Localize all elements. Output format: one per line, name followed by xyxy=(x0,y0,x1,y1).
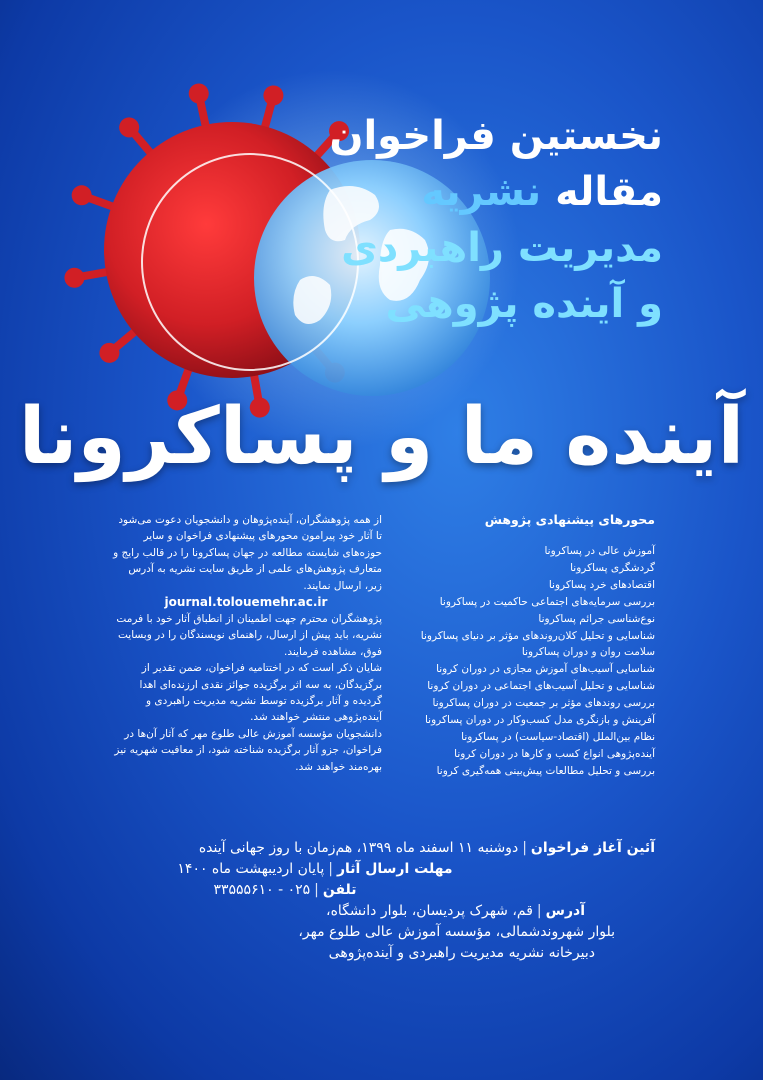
address-line-3: دبیرخانه نشریه مدیریت راهبردی و آینده‌پژوهی xyxy=(328,945,595,961)
title-line-3: مدیریت راهبردی xyxy=(341,225,663,271)
topic-item: نوع‌شناسی جرائم پساکرونا xyxy=(538,612,655,625)
title-line-1: نخستین فراخوان xyxy=(329,113,663,159)
topic-item: بررسی و تحلیل مطالعات پیش‌بینی همه‌گیری کرونا xyxy=(436,764,655,777)
title-line-4: و آینده پژوهی xyxy=(385,281,663,327)
call-paragraph-3: شایان ذکر است که در اختتامیه فراخوان، ضمن تقدیر از برگزیدگان، به سه اثر برگزیده جوائز نقدی ارزنده‌ای اهدا گردیده و آثار برگزیده توسط نشریه مدیریت راهبردی و آینده‌پژوهی منتشر خواهند شد. xyxy=(139,662,382,724)
address-label: آدرس xyxy=(545,903,585,919)
topic-item: شناسایی آسیب‌های آموزش مجازی در دوران کرونا xyxy=(436,663,655,676)
title-line-2 xyxy=(303,164,663,220)
deadline-value: پایان اردیبهشت ماه ۱۴۰۰ xyxy=(177,861,325,877)
journal-url-link[interactable]: journal.tolouemehr.ac.ir xyxy=(164,595,328,610)
topic-item: سلامت روان و دوران پساکرونا xyxy=(521,646,655,659)
deadline-label: مهلت ارسال آثار xyxy=(336,861,453,877)
topic-item: بررسی سرمایه‌های اجتماعی حاکمیت در پساکرونا xyxy=(439,595,655,608)
call-column xyxy=(110,512,382,775)
content-columns xyxy=(110,512,655,802)
topic-item: شناسایی و تحلیل آسیب‌های اجتماعی در دوران کرونا xyxy=(427,680,655,693)
deadline-row: مهلت ارسال آثار|پایان اردیبهشت ماه ۱۴۰۰ xyxy=(177,861,453,877)
address-line-2-row xyxy=(95,922,655,943)
call-paragraph-1: از همه پژوهشگران، آینده‌پژوهان و دانشجویان دعوت می‌شود تا آثار خود پیرامون محورهای پیشنهادی فراخوان و سایر حوزه‌های شایسته مطالعه در جهان پساکرونا را در قالب رایج و متعارف پژوهش‌های علمی از طریق سایت نشریه به آدرس زیر، ارسال نمایند. xyxy=(113,514,382,592)
topics-column xyxy=(395,512,655,780)
topics-list xyxy=(395,543,655,780)
topic-item: اقتصادهای خرد پساکرونا xyxy=(548,578,655,591)
topic-item: شناسایی و تحلیل کلان‌روندهای مؤثر بر دنیای پساکرونا xyxy=(420,629,655,642)
call-paragraph-2: پژوهشگران محترم جهت اطمینان از انطباق آثار خود با فرمت نشریه، باید پیش از ارسال، راهنمای نویسندگان را در وبسایت فوق، مشاهده فرمایند. xyxy=(116,613,382,658)
start-row: آئین آغاز فراخوان|دوشنبه ۱۱ اسفند ماه ۱۳۹۹، هم‌زمان با روز جهانی آینده xyxy=(198,840,655,856)
phone-row: تلفن|۰۲۵ - ۳۳۵۵۵۶۱۰ xyxy=(213,882,357,898)
title-block xyxy=(303,108,663,332)
call-paragraph-4: دانشجویان مؤسسه آموزش عالی طلوع مهر که آثار آن‌ها در فراخوان، جزو آثار برگزیده شناخته شود، از معافیت شهریه نیز بهره‌مند خواهند شد. xyxy=(114,727,382,773)
topic-item: گردشگری پساکرونا xyxy=(570,561,655,574)
event-info xyxy=(95,838,655,964)
topic-item: آینده‌پژوهی انواع کسب و کارها در دوران کرونا xyxy=(454,747,655,760)
address-line-2: بلوار شهروندشمالی، مؤسسه آموزش عالی طلوع مهر، xyxy=(298,924,615,940)
topic-item: آفرینش و بازنگری مدل کسب‌وکار در دوران پساکرونا xyxy=(424,714,655,727)
start-label: آئین آغاز فراخوان xyxy=(530,840,655,856)
topic-item: نظام بین‌الملل (اقتصاد-سیاست) در پساکرونا xyxy=(461,730,655,743)
title-line-2-accent: نشریه xyxy=(421,169,542,215)
phone-value: ۰۲۵ - ۳۳۵۵۵۶۱۰ xyxy=(213,882,311,898)
phone-label: تلفن xyxy=(322,882,357,898)
address-row: آدرس|قم، شهرک پردیسان، بلوار دانشگاه، xyxy=(326,903,585,919)
start-value: دوشنبه ۱۱ اسفند ماه ۱۳۹۹، هم‌زمان با روز جهانی آینده xyxy=(198,840,519,856)
address-line-1: قم، شهرک پردیسان، بلوار دانشگاه، xyxy=(326,903,533,919)
topic-item: بررسی روندهای مؤثر بر جمعیت در دوران پساکرونا xyxy=(432,697,655,710)
main-title: آینده ما و پساکرونا xyxy=(18,392,745,482)
topics-heading: محورهای پیشنهادی پژوهش xyxy=(484,512,655,527)
address-line-3-row xyxy=(95,943,655,964)
topic-item: آموزش عالی در پساکرونا xyxy=(544,545,655,557)
title-line-2-part1: مقاله xyxy=(555,169,663,215)
